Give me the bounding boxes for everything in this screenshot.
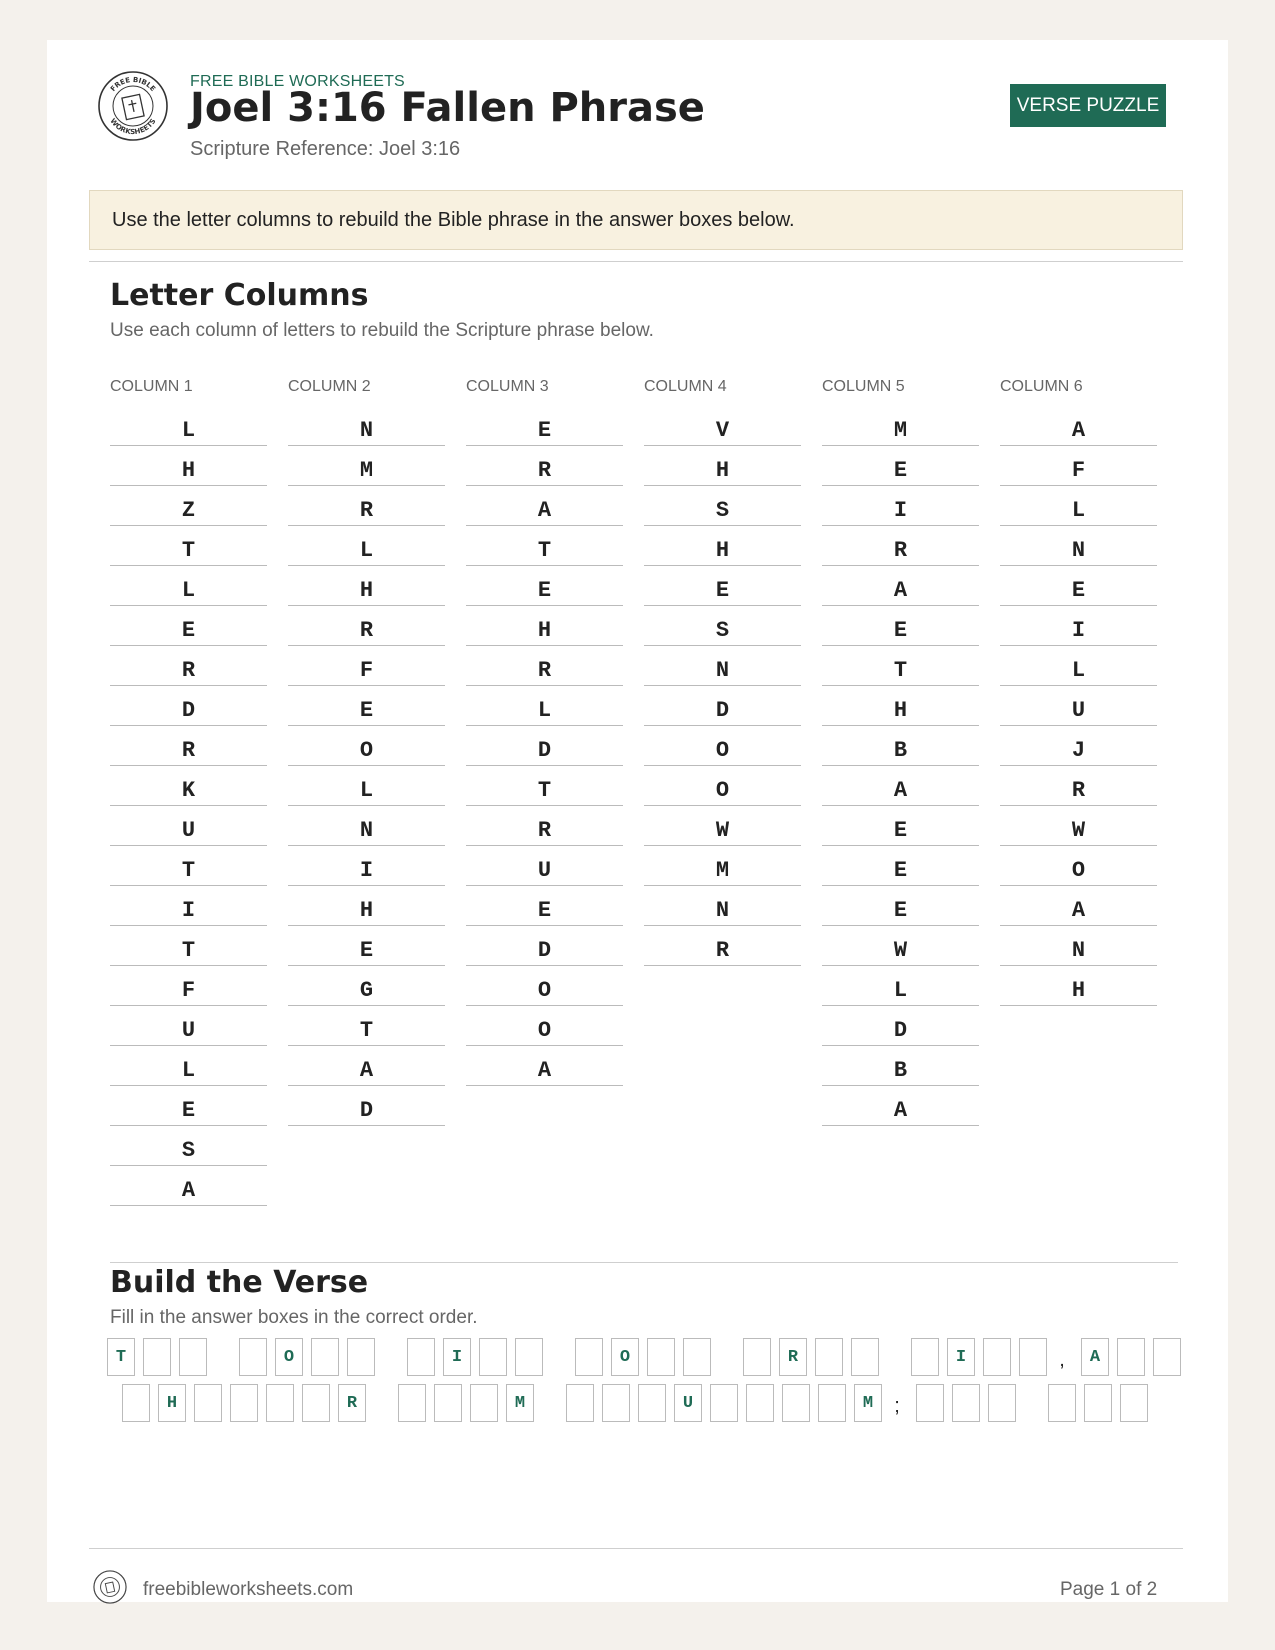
column-letter: A bbox=[1000, 886, 1157, 926]
column-letter: M bbox=[644, 846, 801, 886]
page-number: Page 1 of 2 bbox=[1060, 1579, 1158, 1600]
column-letter: E bbox=[822, 806, 979, 846]
answer-box[interactable] bbox=[566, 1384, 594, 1422]
column-letter: V bbox=[644, 406, 801, 446]
column-letter: M bbox=[288, 446, 445, 486]
column-letter: T bbox=[288, 1006, 445, 1046]
column-letter: D bbox=[822, 1006, 979, 1046]
answer-box[interactable] bbox=[515, 1338, 543, 1376]
answer-box[interactable] bbox=[230, 1384, 258, 1422]
column-letter: H bbox=[822, 686, 979, 726]
column-letter: R bbox=[110, 726, 267, 766]
word-gap bbox=[542, 1384, 566, 1422]
column-label: COLUMN 3 bbox=[466, 378, 549, 395]
column-letter: H bbox=[466, 606, 623, 646]
answer-box[interactable] bbox=[122, 1384, 150, 1422]
column-letter: A bbox=[110, 1166, 267, 1206]
column-label: COLUMN 6 bbox=[1000, 378, 1083, 395]
svg-text:WORKSHEETS: WORKSHEETS bbox=[108, 117, 158, 137]
column-letter: O bbox=[1000, 846, 1157, 886]
column-letter: O bbox=[466, 1006, 623, 1046]
answer-box[interactable] bbox=[302, 1384, 330, 1422]
column-letter: N bbox=[1000, 526, 1157, 566]
column-letter: H bbox=[288, 886, 445, 926]
word-gap bbox=[551, 1338, 575, 1376]
column-letter: N bbox=[288, 406, 445, 446]
column-letter: L bbox=[1000, 646, 1157, 686]
column-letter: L bbox=[110, 1046, 267, 1086]
letter-column-4 bbox=[644, 378, 801, 966]
column-letter: R bbox=[466, 646, 623, 686]
column-letter: O bbox=[288, 726, 445, 766]
column-letter: R bbox=[466, 446, 623, 486]
answer-box[interactable] bbox=[434, 1384, 462, 1422]
column-letter: R bbox=[1000, 766, 1157, 806]
answer-box[interactable] bbox=[983, 1338, 1011, 1376]
answer-box[interactable] bbox=[988, 1384, 1016, 1422]
word-gap bbox=[887, 1338, 911, 1376]
answer-box[interactable] bbox=[479, 1338, 507, 1376]
answer-box[interactable]: O bbox=[611, 1338, 639, 1376]
answer-box[interactable] bbox=[1153, 1338, 1181, 1376]
divider bbox=[89, 261, 1183, 262]
column-letter: Z bbox=[110, 486, 267, 526]
answer-box[interactable]: I bbox=[947, 1338, 975, 1376]
column-letter: R bbox=[466, 806, 623, 846]
column-letter: N bbox=[1000, 926, 1157, 966]
column-label: COLUMN 4 bbox=[644, 378, 727, 395]
punctuation: ; bbox=[894, 1395, 900, 1417]
answer-box[interactable] bbox=[1084, 1384, 1112, 1422]
word-gap bbox=[719, 1338, 743, 1376]
answer-box[interactable] bbox=[407, 1338, 435, 1376]
answer-box[interactable] bbox=[179, 1338, 207, 1376]
answer-box[interactable] bbox=[575, 1338, 603, 1376]
answer-box[interactable] bbox=[266, 1384, 294, 1422]
answer-box[interactable] bbox=[683, 1338, 711, 1376]
answer-box[interactable] bbox=[638, 1384, 666, 1422]
bible-logo-icon bbox=[97, 70, 169, 142]
column-letter: I bbox=[288, 846, 445, 886]
column-letter: I bbox=[110, 886, 267, 926]
column-letter: T bbox=[110, 526, 267, 566]
footer-divider bbox=[89, 1548, 1183, 1549]
column-letter: E bbox=[822, 886, 979, 926]
page-title: Joel 3:16 Fallen Phrase bbox=[190, 85, 705, 131]
column-letter: S bbox=[110, 1126, 267, 1166]
column-letter: E bbox=[466, 406, 623, 446]
column-letter: W bbox=[644, 806, 801, 846]
column-letter: T bbox=[110, 846, 267, 886]
answer-box[interactable]: I bbox=[443, 1338, 471, 1376]
column-letter: D bbox=[288, 1086, 445, 1126]
answer-box[interactable]: T bbox=[107, 1338, 135, 1376]
answer-box[interactable]: H bbox=[158, 1384, 186, 1422]
answer-box[interactable] bbox=[743, 1338, 771, 1376]
column-letter: U bbox=[466, 846, 623, 886]
worksheet-page bbox=[47, 40, 1228, 1602]
letter-column-6 bbox=[1000, 378, 1157, 1006]
answer-row-1 bbox=[107, 1338, 1189, 1376]
column-letter: D bbox=[644, 686, 801, 726]
column-letter: E bbox=[288, 926, 445, 966]
answer-box[interactable] bbox=[470, 1384, 498, 1422]
scripture-reference: Scripture Reference: Joel 3:16 bbox=[190, 138, 461, 160]
column-letter: H bbox=[644, 526, 801, 566]
column-letter: T bbox=[466, 766, 623, 806]
column-letter: K bbox=[110, 766, 267, 806]
build-verse-subtitle: Fill in the answer boxes in the correct order. bbox=[110, 1307, 478, 1328]
header bbox=[47, 40, 1228, 190]
column-letter: T bbox=[466, 526, 623, 566]
column-letter: I bbox=[1000, 606, 1157, 646]
column-letter: G bbox=[288, 966, 445, 1006]
answer-box[interactable] bbox=[911, 1338, 939, 1376]
column-letter: A bbox=[822, 1086, 979, 1126]
column-letter: J bbox=[1000, 726, 1157, 766]
column-letter: I bbox=[822, 486, 979, 526]
column-letter: E bbox=[1000, 566, 1157, 606]
word-gap bbox=[374, 1384, 398, 1422]
divider bbox=[110, 1262, 1178, 1263]
column-letter: R bbox=[288, 486, 445, 526]
answer-box[interactable] bbox=[1048, 1384, 1076, 1422]
footer-site: freebibleworksheets.com bbox=[143, 1579, 354, 1600]
answer-box[interactable] bbox=[952, 1384, 980, 1422]
answer-box[interactable]: A bbox=[1081, 1338, 1109, 1376]
column-letter: L bbox=[466, 686, 623, 726]
column-letter: O bbox=[466, 966, 623, 1006]
column-letter: H bbox=[1000, 966, 1157, 1006]
word-gap bbox=[215, 1338, 239, 1376]
column-letter: D bbox=[466, 926, 623, 966]
answer-box[interactable] bbox=[1120, 1384, 1148, 1422]
column-letter: H bbox=[288, 566, 445, 606]
column-letter: A bbox=[466, 1046, 623, 1086]
column-letter: N bbox=[288, 806, 445, 846]
instructions-box: Use the letter columns to rebuild the Bible phrase in the answer boxes below. bbox=[89, 190, 1183, 250]
column-letter: L bbox=[288, 526, 445, 566]
answer-box[interactable] bbox=[782, 1384, 810, 1422]
answer-box[interactable] bbox=[398, 1384, 426, 1422]
column-letter: E bbox=[822, 446, 979, 486]
answer-box[interactable] bbox=[916, 1384, 944, 1422]
column-label: COLUMN 2 bbox=[288, 378, 371, 395]
column-letter: F bbox=[110, 966, 267, 1006]
column-letter: E bbox=[822, 846, 979, 886]
column-letter: D bbox=[110, 686, 267, 726]
answer-box[interactable] bbox=[647, 1338, 675, 1376]
column-letter: O bbox=[644, 726, 801, 766]
answer-box[interactable] bbox=[710, 1384, 738, 1422]
answer-box[interactable] bbox=[143, 1338, 171, 1376]
column-letter: E bbox=[288, 686, 445, 726]
answer-box[interactable] bbox=[851, 1338, 879, 1376]
column-letter: R bbox=[288, 606, 445, 646]
column-letter: F bbox=[288, 646, 445, 686]
column-letter: U bbox=[110, 806, 267, 846]
column-letter: M bbox=[822, 406, 979, 446]
answer-box[interactable]: O bbox=[275, 1338, 303, 1376]
column-letter: H bbox=[110, 446, 267, 486]
column-letter: O bbox=[644, 766, 801, 806]
column-letter: B bbox=[822, 726, 979, 766]
answer-box[interactable]: R bbox=[338, 1384, 366, 1422]
answer-box[interactable] bbox=[239, 1338, 267, 1376]
verse-puzzle-badge: VERSE PUZZLE bbox=[1010, 84, 1166, 127]
column-letter: A bbox=[1000, 406, 1157, 446]
answer-box[interactable]: R bbox=[779, 1338, 807, 1376]
answer-box[interactable] bbox=[1019, 1338, 1047, 1376]
column-letter: D bbox=[466, 726, 623, 766]
column-letter: E bbox=[644, 566, 801, 606]
answer-row-2 bbox=[122, 1384, 1156, 1422]
column-letter: W bbox=[1000, 806, 1157, 846]
column-letter: L bbox=[1000, 486, 1157, 526]
letter-column-5 bbox=[822, 378, 979, 1126]
answer-box[interactable] bbox=[194, 1384, 222, 1422]
column-label: COLUMN 1 bbox=[110, 378, 193, 395]
column-letter: U bbox=[110, 1006, 267, 1046]
column-letter: R bbox=[110, 646, 267, 686]
column-letter: E bbox=[466, 886, 623, 926]
column-letter: R bbox=[644, 926, 801, 966]
answer-box[interactable] bbox=[311, 1338, 339, 1376]
column-letter: S bbox=[644, 606, 801, 646]
column-letter: L bbox=[110, 406, 267, 446]
build-verse-title: Build the Verse bbox=[110, 1265, 369, 1300]
answer-box[interactable]: U bbox=[674, 1384, 702, 1422]
column-letter: N bbox=[644, 886, 801, 926]
column-letter: E bbox=[822, 606, 979, 646]
column-letter: T bbox=[110, 926, 267, 966]
punctuation: , bbox=[1059, 1349, 1065, 1371]
answer-box[interactable] bbox=[746, 1384, 774, 1422]
answer-box[interactable] bbox=[818, 1384, 846, 1422]
footer-logo-icon bbox=[93, 1570, 127, 1604]
column-letter: E bbox=[110, 606, 267, 646]
column-letter: A bbox=[822, 566, 979, 606]
svg-text:FREE BIBLE: FREE BIBLE bbox=[109, 75, 157, 94]
column-label: COLUMN 5 bbox=[822, 378, 905, 395]
column-letter: F bbox=[1000, 446, 1157, 486]
column-letter: R bbox=[822, 526, 979, 566]
answer-box[interactable] bbox=[1117, 1338, 1145, 1376]
answer-box[interactable] bbox=[347, 1338, 375, 1376]
brand-name: FREE BIBLE WORKSHEETS bbox=[190, 73, 405, 90]
letter-column-1 bbox=[110, 378, 267, 1206]
column-letter: L bbox=[110, 566, 267, 606]
column-letter: L bbox=[288, 766, 445, 806]
answer-box[interactable]: M bbox=[506, 1384, 534, 1422]
column-letter: A bbox=[466, 486, 623, 526]
column-letter: N bbox=[644, 646, 801, 686]
answer-box[interactable]: M bbox=[854, 1384, 882, 1422]
column-letter: W bbox=[822, 926, 979, 966]
column-letter: E bbox=[110, 1086, 267, 1126]
column-letter: E bbox=[466, 566, 623, 606]
word-gap bbox=[383, 1338, 407, 1376]
column-letter: L bbox=[822, 966, 979, 1006]
column-letter: B bbox=[822, 1046, 979, 1086]
letter-column-3 bbox=[466, 378, 623, 1086]
answer-box[interactable] bbox=[815, 1338, 843, 1376]
column-letter: U bbox=[1000, 686, 1157, 726]
letter-columns-title: Letter Columns bbox=[110, 278, 369, 313]
column-letter: H bbox=[644, 446, 801, 486]
column-letter: T bbox=[822, 646, 979, 686]
column-letter: A bbox=[288, 1046, 445, 1086]
letter-columns-grid bbox=[110, 378, 1160, 1208]
column-letter: S bbox=[644, 486, 801, 526]
letter-columns-subtitle: Use each column of letters to rebuild the Scripture phrase below. bbox=[110, 320, 654, 341]
letter-column-2 bbox=[288, 378, 445, 1126]
column-letter: A bbox=[822, 766, 979, 806]
word-gap bbox=[1024, 1384, 1048, 1422]
answer-box[interactable] bbox=[602, 1384, 630, 1422]
